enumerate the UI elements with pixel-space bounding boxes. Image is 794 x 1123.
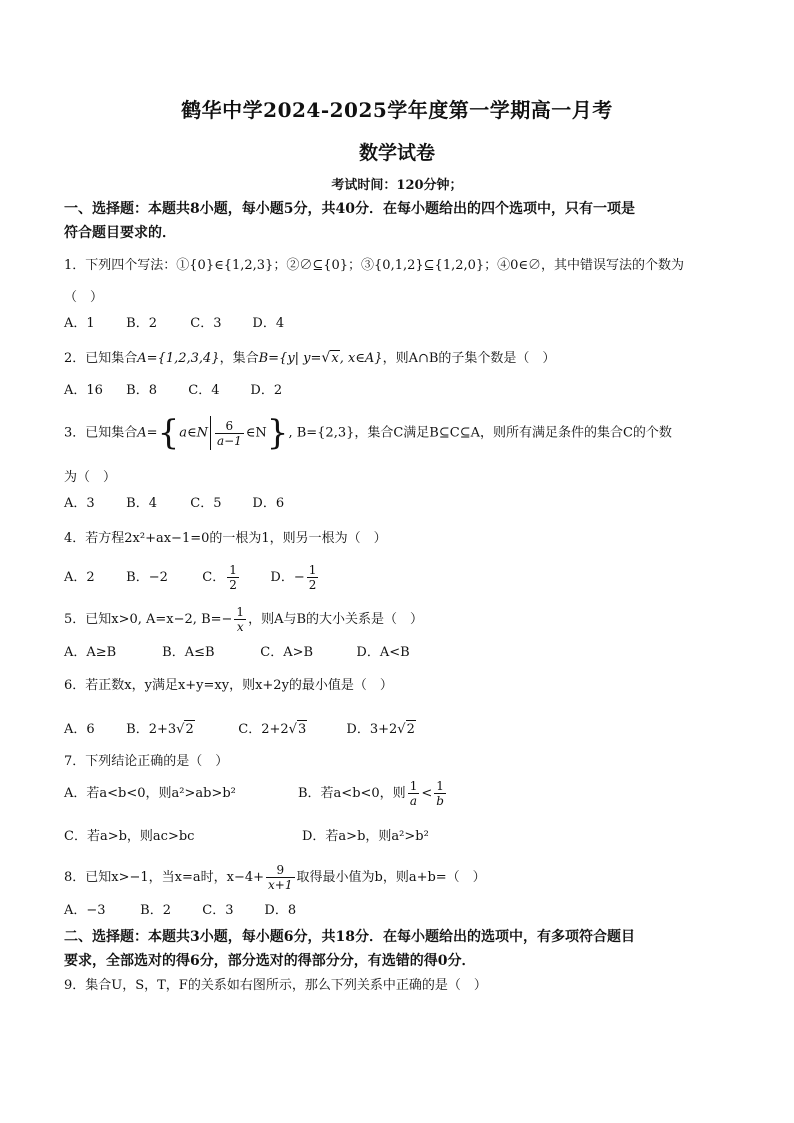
q8-text	[64, 860, 486, 896]
q2-mid: ，集合	[219, 351, 259, 366]
q8-option-b: B．2	[140, 903, 171, 918]
q1-option-b: B．2	[126, 316, 157, 331]
q3-set-a-var: a∈N	[179, 425, 208, 441]
q6-options	[64, 720, 416, 739]
q7-option-b-frac2-den: b	[436, 794, 444, 808]
q7-text: 7．下列结论正确的是（ ）	[64, 754, 229, 769]
q4-option-c-num: 1	[229, 563, 237, 577]
q6-option-c	[238, 720, 342, 739]
q1-paren: （ ）	[64, 290, 104, 305]
q7-option-b-lt: <	[421, 786, 433, 801]
sqrt-icon: √	[397, 722, 406, 737]
q8-fraction	[266, 863, 294, 892]
q7-option-b-frac1-num: 1	[409, 779, 418, 793]
q3-set-a-cond: ∈N	[245, 425, 267, 441]
q4-option-d-frac	[307, 563, 319, 592]
q2-prefix: 2．已知集合	[64, 351, 138, 366]
q4-option-c-label: C．	[202, 570, 226, 585]
sqrt-icon: √	[288, 722, 297, 737]
q3-option-c: C．5	[190, 496, 222, 511]
q3-option-d: D．6	[252, 496, 285, 511]
q6-option-d	[346, 720, 415, 739]
q2-sqrt-arg: x	[331, 351, 339, 366]
section2-heading-line1: 二、选择题：本题共3小题，每小题6分，共18分．在每小题给出的选项中，有多项符合题目	[64, 929, 635, 945]
exam-title: 鹤华中学2024-2025学年度第一学期高一月考	[181, 98, 613, 122]
section1-heading-line2: 符合题目要求的．	[64, 225, 176, 241]
q7-options-ab	[64, 776, 448, 812]
section1-heading-line1: 一、选择题：本题共8小题，每小题5分，共40分．在每小题给出的四个选项中，只有一项是	[64, 201, 635, 217]
q3-options	[64, 495, 284, 513]
q8-option-a: A．−3	[64, 903, 106, 918]
q6-text: 6．若正数x，y满足x+y=xy，则x+2y的最小值是（ ）	[64, 678, 393, 693]
right-brace-icon: }	[266, 413, 289, 453]
q4-options	[64, 560, 320, 596]
q7-option-b-frac1	[408, 779, 420, 808]
left-brace-icon: {	[157, 413, 180, 453]
q3-option-b: B．4	[126, 496, 157, 511]
exam-time: 考试时间：120分钟；	[331, 178, 463, 193]
q6-option-b-pre: B．2+3	[126, 722, 177, 737]
q2-option-c: C．4	[188, 383, 220, 398]
exam-subtitle: 数学试卷	[358, 142, 435, 164]
q3-set-divider	[210, 416, 211, 450]
q2-set-b-pre: B={y| y=	[258, 351, 322, 366]
q4-option-c	[202, 560, 266, 596]
q1-options	[64, 315, 284, 333]
q4-option-b: B．−2	[126, 570, 168, 585]
q8-frac-den: x+1	[268, 878, 293, 892]
q1-text: 1．下列四个写法：①{0}∈{1,2,3}；②∅⊆{0}；③{0,1,2}⊆{1,2,0}；④0∈∅，其中错误写法的个数为	[64, 258, 685, 273]
q5-fraction	[234, 605, 246, 634]
q6-option-a: A．6	[64, 722, 95, 737]
q4-option-d-den: 2	[308, 578, 317, 592]
q5-text	[64, 602, 423, 638]
q5-option-d: D．A<B	[356, 645, 410, 660]
q3-frac-num: 6	[215, 419, 244, 434]
q7-option-b-frac1-den: a	[409, 794, 418, 808]
q4-option-d	[270, 560, 320, 596]
q8-frac-num: 9	[266, 863, 294, 878]
q5-prefix: 5．已知x>0, A=x−2, B=−	[64, 612, 233, 627]
q6-option-b-rad: 2	[185, 722, 194, 737]
q6-option-c-rad: 3	[297, 722, 307, 737]
q5-options	[64, 644, 410, 662]
q1-option-d: D．4	[252, 316, 285, 331]
q3-prefix: 3．已知集合	[64, 425, 138, 441]
q2-option-a: A．16	[64, 383, 103, 398]
sqrt-icon: √	[321, 350, 331, 366]
q2-set-b-post: , x∈A}	[339, 351, 383, 366]
q4-option-d-num: 1	[308, 563, 317, 577]
q2-option-d: D．2	[250, 383, 283, 398]
section2-heading-line2: 要求，全部选对的得6分，部分选对的得部分分，有选错的得0分．	[64, 953, 476, 969]
q6-option-b	[126, 720, 234, 739]
q5-frac-den: x	[236, 620, 244, 634]
q7-option-a: A．若a<b<0，则a²>ab>b²	[64, 786, 236, 801]
q3-set-a-pre: A=	[137, 425, 158, 441]
q3-line2: 为（ ）	[64, 470, 117, 485]
q5-option-a: A．A≥B	[64, 645, 117, 660]
q7-options-cd	[64, 828, 429, 846]
q2-tail: ，则A∩B的子集个数是（ ）	[382, 351, 556, 366]
q5-tail: ，则A与B的大小关系是（ ）	[248, 612, 424, 627]
q4-option-c-den: 2	[229, 578, 237, 592]
q3-frac-den: a−1	[216, 433, 242, 448]
q2-options	[64, 382, 282, 400]
q4-option-a: A．2	[64, 570, 95, 585]
q2-option-b: B．8	[126, 383, 157, 398]
q1-option-c: C．3	[190, 316, 222, 331]
q3-fraction	[215, 419, 244, 448]
q4-text: 4．若方程2x²+ax−1=0的一根为1，则另一根为（ ）	[64, 531, 387, 546]
q8-tail: 取得最小值为b，则a+b=（ ）	[296, 870, 486, 885]
q3-tail: , B={2,3}，集合C满足B⊆C⊆A，则所有满足条件的集合C的个数	[288, 425, 672, 441]
q7-option-b	[298, 779, 448, 808]
q6-option-c-pre: C．2+2	[238, 722, 289, 737]
q4-option-d-label: D．−	[270, 570, 305, 585]
q8-option-d: D．8	[264, 903, 297, 918]
q2-text	[64, 349, 555, 368]
q8-prefix: 8．已知x>−1，当x=a时，x−4+	[64, 870, 265, 885]
q7-option-d: D．若a>b，则a²>b²	[302, 829, 429, 844]
q2-set-a: A={1,2,3,4}	[137, 351, 220, 366]
q7-option-b-pre: B．若a<b<0，则	[298, 786, 406, 801]
q6-option-d-pre: D．3+2	[346, 722, 398, 737]
q8-options	[64, 902, 296, 920]
q5-option-b: B．A≤B	[162, 645, 215, 660]
q3-text	[64, 413, 672, 453]
q5-option-c: C．A>B	[260, 645, 314, 660]
q1-option-a: A．1	[64, 316, 95, 331]
sqrt-icon: √	[176, 722, 185, 737]
q6-option-d-rad: 2	[406, 722, 415, 737]
q7-option-b-frac2-num: 1	[434, 779, 446, 794]
q7-option-b-frac2	[434, 779, 446, 808]
q8-option-c: C．3	[202, 903, 234, 918]
q3-option-a: A．3	[64, 496, 95, 511]
q9-text: 9．集合U，S，T，F的关系如右图所示，那么下列关系中正确的是（ ）	[64, 978, 487, 993]
q5-frac-num: 1	[236, 605, 245, 619]
q7-option-c: C．若a>b，则ac>bc	[64, 829, 195, 844]
q4-option-c-frac	[227, 563, 239, 592]
